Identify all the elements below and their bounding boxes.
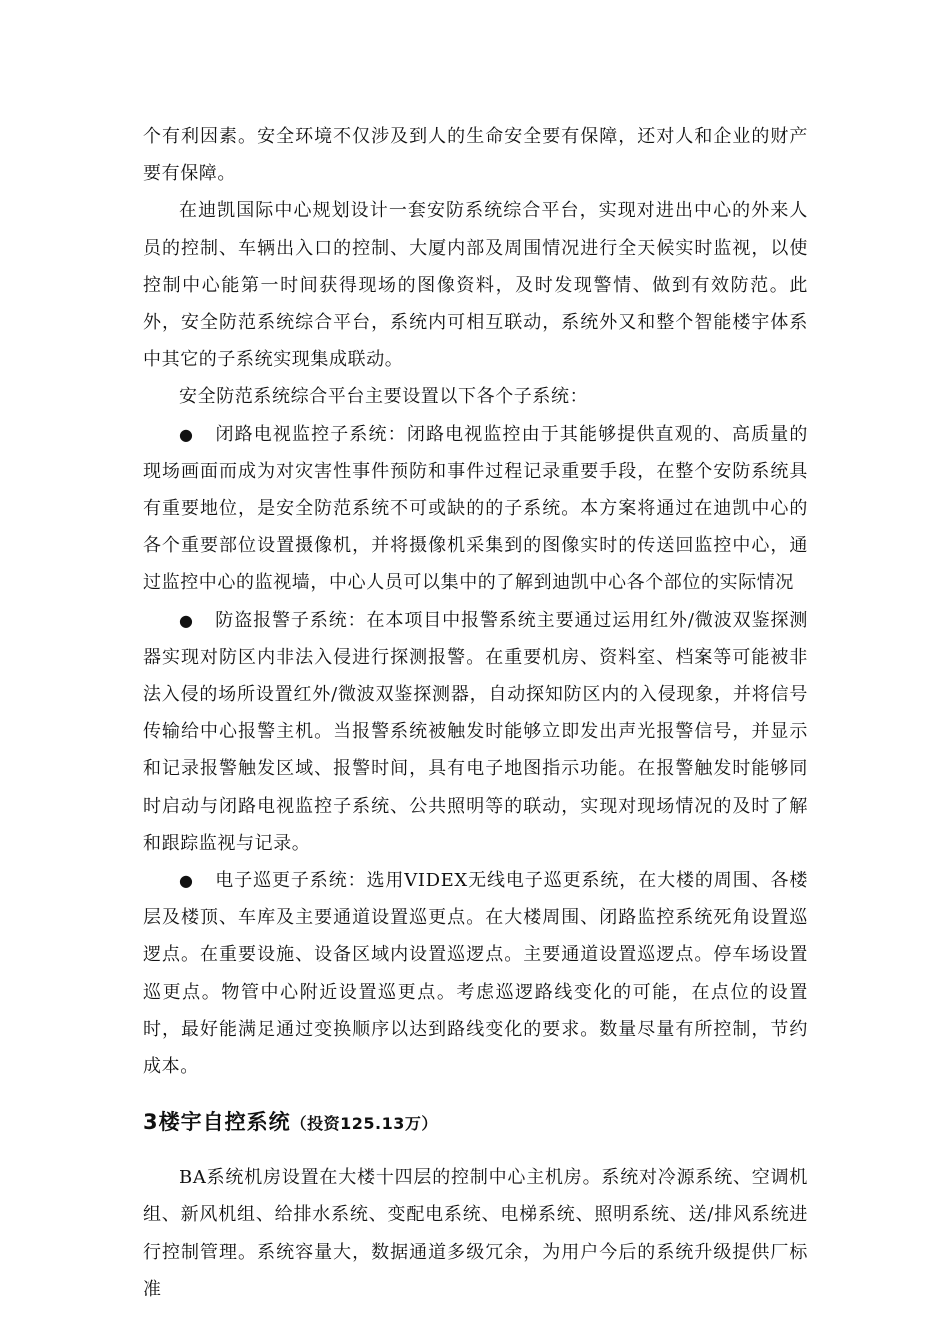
section-heading-building-automation bbox=[143, 1105, 808, 1141]
paragraph-subsystem-intro: 安全防范系统综合平台主要设置以下各个子系统： bbox=[179, 386, 589, 408]
bullet-cctv bbox=[143, 416, 808, 602]
bullet-cctv-text: 闭路电视监控子系统：闭路电视监控由于其能够提供直观的、高质量的现场画面而成为对灾害性事件预防和事件过程记录重要手段，在整个安防系统具有重要地位，是安全防范系统不可或缺的的子系统。本方案将通过在迪凯中心的各个重要部位设置摄像机，并将摄像机采集到的图像实时的传送回监控中心，通过监控中心的监视墙，中心人员可以集中的了解到迪凯中心各个部位的实际情况 bbox=[143, 423, 808, 594]
paragraph-security-platform: 在迪凯国际中心规划设计一套安防系统综合平台，实现对进出中心的外来人员的控制、车辆出入口的控制、大厦内部及周围情况进行全天候实时监视，以使控制中心能第一时间获得现场的图像资料，及时发现警情、做到有效防范。此外，安全防范系统综合平台，系统内可相互联动，系统外又和整个智能楼宇体系中其它的子系统实现集成联动。 bbox=[143, 200, 808, 371]
bullet-icon: ● bbox=[179, 871, 194, 891]
bullet-patrol bbox=[143, 862, 808, 1085]
document-page bbox=[143, 118, 808, 1308]
paragraph-ba-system: BA系统机房设置在大楼十四层的控制中心主机房。系统对冷源系统、空调机组、新风机组、给排水系统、变配电系统、电梯系统、照明系统、送/排风系统进行控制管理。系统容量大，数据通道多级冗余，为用户今后的系统升级提供厂标准 bbox=[143, 1167, 808, 1300]
bullet-icon: ● bbox=[179, 424, 194, 444]
section-investment: （投资125.13万） bbox=[290, 1114, 438, 1134]
bullet-icon: ● bbox=[179, 610, 194, 630]
paragraph-safety-factors: 个有利因素。安全环境不仅涉及到人的生命安全要有保障，还对人和企业的财产要有保障。 bbox=[143, 126, 808, 185]
bullet-patrol-text: 电子巡更子系统：选用VIDEX无线电子巡更系统，在大楼的周围、各楼层及楼顶、车库及主要通道设置巡更点。在大楼周围、闭路监控系统死角设置巡逻点。在重要设施、设备区域内设置巡逻点。主要通道设置巡逻点。停车场设置巡更点。物管中心附近设置巡更点。考虑巡逻路线变化的可能，在点位的设置时，最好能满足通过变换顺序以达到路线变化的要求。数量尽量有所控制，节约成本。 bbox=[143, 870, 808, 1078]
section-title: 3楼宇自控系统 bbox=[143, 1110, 291, 1135]
bullet-burglar-alarm-text: 防盗报警子系统：在本项目中报警系统主要通过运用红外/微波双鉴探测器实现对防区内非法入侵进行探测报警。在重要机房、资料室、档案等可能被非法入侵的场所设置红外/微波双鉴探测器，自动探知防区内的入侵现象，并将信号传输给中心报警主机。当报警系统被触发时能够立即发出声光报警信号，并显示和记录报警触发区域、报警时间，具有电子地图指示功能。在报警触发时能够同时启动与闭路电视监控子系统、公共照明等的联动，实现对现场情况的及时了解和跟踪监视与记录。 bbox=[143, 609, 808, 854]
bullet-burglar-alarm bbox=[143, 602, 808, 862]
